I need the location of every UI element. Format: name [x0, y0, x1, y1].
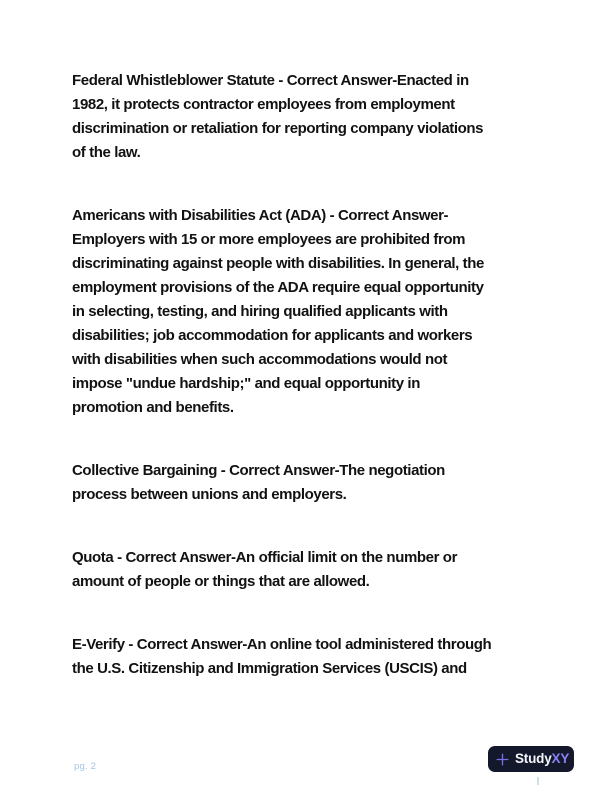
text-line: 1982, it protects contractor employees from employment	[72, 96, 455, 113]
text-line: the U.S. Citizenship and Immigration Services (USCIS) and	[72, 660, 467, 677]
text-line: with disabilities when such accommodations would not	[72, 351, 448, 368]
paragraph	[72, 633, 547, 681]
text-line: employment provisions of the ADA require equal opportunity	[72, 279, 484, 296]
cursor-tick	[537, 777, 539, 785]
text-line: disabilities; job accommodation for applicants and workers	[72, 327, 473, 344]
text-line: impose "undue hardship;" and equal opportunity in	[72, 375, 420, 392]
text-line: of the law.	[72, 144, 141, 161]
text-line: Employers with 15 or more employees are prohibited from	[72, 231, 466, 248]
text-line: promotion and benefits.	[72, 399, 234, 416]
logo-text-primary: Study	[515, 751, 552, 767]
text-line: process between unions and employers.	[72, 486, 347, 503]
text-line: discrimination or retaliation for reporting company violations	[72, 120, 484, 137]
paragraph	[72, 69, 547, 165]
text-line: Americans with Disabilities Act (ADA) - Correct Answer-	[72, 207, 449, 224]
logo-wordmark	[515, 752, 569, 766]
text-line: E-Verify - Correct Answer-An online tool administered through	[72, 636, 492, 653]
logo-text-accent: XY	[551, 751, 570, 767]
text-line: Quota - Correct Answer-An official limit on the number or	[72, 549, 458, 566]
text-line: discriminating against people with disabilities. In general, the	[72, 255, 484, 272]
paragraph	[72, 204, 547, 420]
paragraph	[72, 546, 547, 594]
text-line: Collective Bargaining - Correct Answer-The negotiation	[72, 462, 445, 479]
paragraph	[72, 459, 547, 507]
text-line: in selecting, testing, and hiring qualified applicants with	[72, 303, 448, 320]
page-number: pg. 2	[74, 761, 97, 772]
document-body	[72, 69, 547, 720]
text-line: Federal Whistleblower Statute - Correct Answer-Enacted in	[72, 72, 469, 89]
text-line: amount of people or things that are allowed.	[72, 573, 370, 590]
studyxy-logo	[488, 746, 574, 772]
plus-icon	[495, 752, 510, 767]
